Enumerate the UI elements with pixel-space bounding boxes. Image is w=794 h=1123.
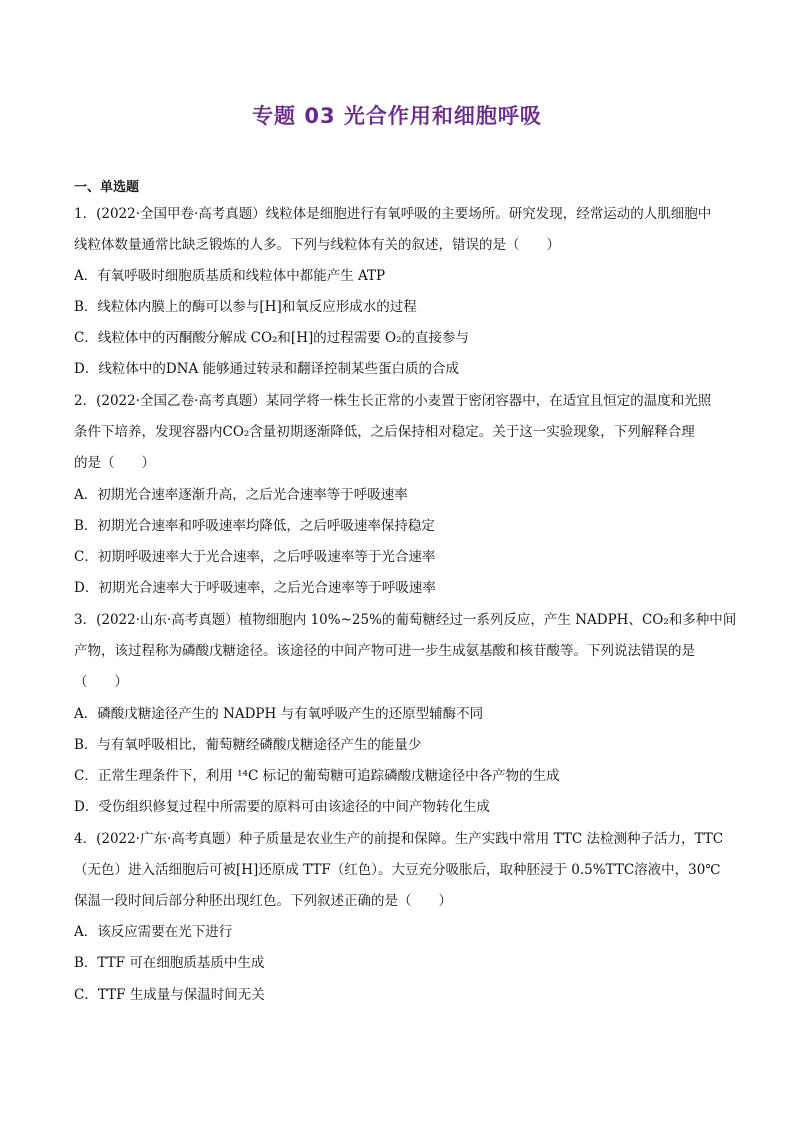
question-4-option-b: B．TTF 可在细胞质基质中生成 (74, 955, 265, 971)
question-3-option-c: C．正常生理条件下，利用 ¹⁴C 标记的葡萄糖可追踪磷酸戊糖途径中各产物的生成 (74, 768, 560, 784)
question-3-option-d: D．受伤组织修复过程中所需要的原料可由该途径的中间产物转化生成 (74, 799, 490, 815)
question-4-line-2: （无色）进入活细胞后可被[H]还原成 TTF（红色）。大豆充分吸胀后，取种胚浸于 0.5%TTC溶液中，30℃ (74, 862, 721, 878)
question-2-line-1: 2．(2022·全国乙卷·高考真题）某同学将一株生长正常的小麦置于密闭容器中，在适宜且恒定的温度和光照 (74, 393, 712, 409)
question-4-option-a: A．该反应需要在光下进行 (74, 924, 233, 940)
document-title: 专题 03 光合作用和细胞呼吸 (252, 104, 542, 128)
question-3-option-b: B．与有氧呼吸相比，葡萄糖经磷酸戊糖途径产生的能量少 (74, 737, 422, 753)
question-2-option-b: B．初期光合速率和呼吸速率均降低，之后呼吸速率保持稳定 (74, 518, 435, 534)
question-2-option-d: D．初期光合速率大于呼吸速率，之后光合速率等于呼吸速率 (74, 580, 436, 596)
question-1-option-c: C．线粒体中的丙酮酸分解成 CO₂和[H]的过程需要 O₂的直接参与 (74, 330, 470, 346)
question-2-option-a: A．初期光合速率逐渐升高，之后光合速率等于呼吸速率 (74, 487, 408, 503)
question-1-option-a: A．有氧呼吸时细胞质基质和线粒体中都能产生 ATP (74, 268, 386, 284)
question-2-option-c: C．初期呼吸速率大于光合速率，之后呼吸速率等于光合速率 (74, 549, 436, 565)
question-4-option-c: C．TTF 生成量与保温时间无关 (74, 987, 265, 1003)
question-1-line-2: 线粒体数量通常比缺乏锻炼的人多。下列与线粒体有关的叙述，错误的是（ ） (74, 237, 560, 253)
question-3-line-1: 3．(2022·山东·高考真题）植物细胞内 10%~25%的葡萄糖经过一系列反应，产生 NADPH、CO₂和多种中间 (74, 612, 737, 628)
question-4-line-3: 保温一段时间后部分种胚出现红色。下列叙述正确的是（ ） (74, 893, 452, 909)
question-1-option-d: D．线粒体中的DNA 能够通过转录和翻译控制某些蛋白质的合成 (74, 361, 459, 377)
question-3-option-a: A．磷酸戊糖途径产生的 NADPH 与有氧呼吸产生的还原型辅酶不同 (74, 706, 484, 722)
question-4-line-1: 4．(2022·广东·高考真题）种子质量是农业生产的前提和保障。生产实践中常用 TTC 法检测种子活力，TTC (74, 831, 724, 847)
question-3-line-2: 产物，该过程称为磷酸戊糖途径。该途径的中间产物可进一步生成氨基酸和核苷酸等。下列说法错误的是 (74, 643, 695, 659)
question-1-option-b: B．线粒体内膜上的酶可以参与[H]和氧反应形成水的过程 (74, 299, 417, 315)
question-2-line-3: 的是（ ） (74, 455, 155, 471)
section-heading: 一、单选题 (74, 180, 140, 195)
question-2-line-2: 条件下培养，发现容器内CO₂含量初期逐渐降低，之后保持相对稳定。关于这一实验现象，下列解释合理 (74, 424, 695, 440)
question-3-line-3: （ ） (74, 674, 128, 690)
question-1-line-1: 1．(2022·全国甲卷·高考真题）线粒体是细胞进行有氧呼吸的主要场所。研究发现，经常运动的人肌细胞中 (74, 206, 712, 222)
